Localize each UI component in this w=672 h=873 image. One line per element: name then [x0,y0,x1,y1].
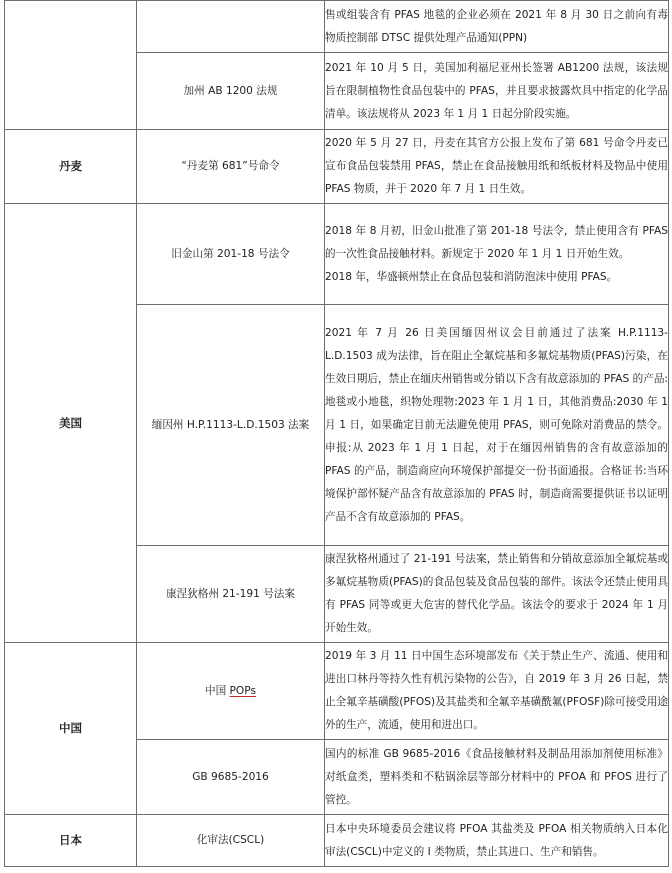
table-row [5,643,669,740]
country-cell [5,1,137,130]
description-text: 售或组装含有 PFAS 地毯的企业必须在 2021 年 8 月 30 日之前向有毒物质控制部 DTSC 提供处理产品通知(PPN) [325,8,668,44]
description-cell [325,740,669,815]
description-cell [325,204,669,305]
description-text: 国内的标准 GB 9685-2016《食品接触材料及制品用添加剂使用标准》对纸盒类，塑料类和不粘锅涂层等部分材料中的 PFOA 和 PFOS 进行了管控。 [325,747,668,806]
description-text: 康涅狄格州通过了 21-191 号法案，禁止销售和分销故意添加全氟烷基或多氟烷基物质(PFAS)的食品包装及食品包装的部件。该法令还禁止使用具有 PFAS 同等或更大危害的替代化学品。该法令的要求于 2024 年 1 月开始生效。 [325,553,668,634]
description-text: 2018 年，华盛顿州禁止在食品包装和消防泡沫中使用 PFAS。 [325,270,618,283]
country-cell: 丹麦 [5,130,137,204]
description-text: 2021 年 7 月 26 日美国缅因州议会目前通过了法案 H.P.1113-L.D.1503 成为法律，旨在阻止全氟烷基和多氟烷基物质(PFAS)污染，在生效日期后，禁止在缅庆州销售或分销以下含有故意添加的 PFAS 的产品:地毯或小地毯，织物处理物:2023 年 1 月 1 日，其他消费品:2030 年 1 月 1 日，如果确定目前无法避免使用 PFAS，则可免除对消费品的禁令。申报:从 2023 年 1 月 1 日起，对于在缅因州销售的含有故意添加的 PFAS 的产品，制造商应向环境保护部提交一份书面通报。合格证书:当环境保护部怀疑产品含有故意添加的 PFAS 时，制造商需要提供证书以证明产品不含有故意添加的 PFAS。 [325,326,669,523]
country-cell: 美国 [5,204,137,643]
table-row [5,1,669,53]
description-text: 2020 年 5 月 27 日，丹麦在其官方公报上发布了第 681 号命令丹麦已宣布食品包装禁用 PFAS，禁止在食品接触用纸和纸板材料及物品中使用 PFAS 物质，并于 2020 年 7 月 1 日生效。 [325,137,668,195]
description-cell [325,546,669,643]
description-cell [325,643,669,740]
description-cell [325,1,669,53]
law-cell: “丹麦第 681”号命令 [137,130,325,204]
law-cell [137,1,325,53]
description-text: 2021 年 10 月 5 日，美国加利福尼亚州长签署 AB1200 法规，该法规旨在限制植物性食品包装中的 PFAS，并且要求披露炊具中指定的化学品清单。该法规将从 2023 年 1 月 1 日起分阶段实施。 [325,61,668,120]
law-cell: GB 9685-2016 [137,740,325,815]
description-text: 2018 年 8 月初，旧金山批准了第 201-18 号法令，禁止使用含有 PFAS 的一次性食品接触材料。新规定于 2020 年 1 月 1 日开始生效。 [325,224,668,260]
law-cell: 化审法(CSCL) [137,815,325,867]
country-cell: 中国 [5,643,137,815]
law-name-prefix: 中国 [204,684,230,697]
law-cell: 康涅狄格州 21-191 号法案 [137,546,325,643]
law-name-underlined: POPs [229,684,256,697]
description-text: 日本中央环境委员会建议将 PFOA 其盐类及 PFOA 相关物质纳入日本化审法(CSCL)中定义的 I 类物质，禁止其进口、生产和销售。 [325,822,668,858]
table-row [5,815,669,867]
description-text: 2019 年 3 月 11 日中国生态环境部发布《关于禁止生产、流通、使用和进出口林丹等持久性有机污染物的公告》，自 2019 年 3 月 26 日起，禁止全氟辛基磺酸(PFOS)及其盐类和全氟辛基磺酰氟(PFOSF)除可接受用途外的生产，流通，使用和进出口。 [325,650,668,731]
law-cell [137,643,325,740]
law-cell: 加州 AB 1200 法规 [137,53,325,130]
law-cell: 旧金山第 201-18 号法令 [137,204,325,305]
description-cell [325,815,669,867]
law-cell: 缅因州 H.P.1113-L.D.1503 法案 [137,305,325,546]
description-cell [325,305,669,546]
pfas-regulation-table [4,0,669,867]
description-cell [325,130,669,204]
description-cell [325,53,669,130]
table-row [5,204,669,305]
table-row [5,130,669,204]
country-cell: 日本 [5,815,137,867]
